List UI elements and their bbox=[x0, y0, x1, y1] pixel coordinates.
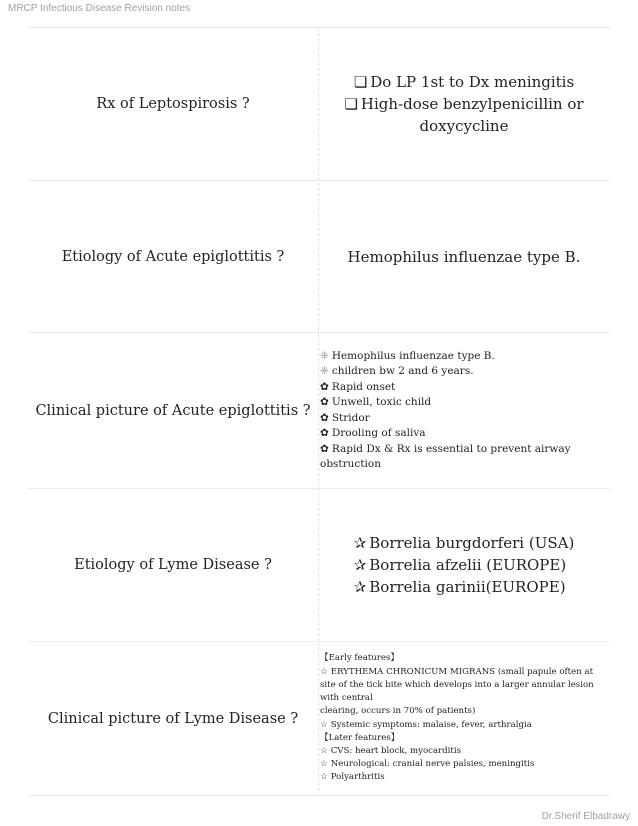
snowflake-bullet-icon: ❈ bbox=[320, 349, 329, 362]
star-outline-bullet-icon: ☆ bbox=[320, 745, 328, 756]
star-outline-bullet-icon: ☆ bbox=[320, 719, 328, 730]
star-bullet-icon: ✰ bbox=[353, 534, 367, 552]
answer-line: ✰ Borrelia burgdorferi (USA) bbox=[353, 534, 575, 552]
answer-line: ✿ Unwell, toxic child bbox=[320, 396, 432, 408]
flashcard-row bbox=[28, 181, 610, 333]
flashcard-row bbox=[28, 642, 610, 796]
flashcard-row bbox=[28, 28, 610, 181]
flower-bullet-icon: ✿ bbox=[320, 411, 329, 424]
star-outline-bullet-icon: ☆ bbox=[320, 666, 328, 677]
answer-line: ✰ Borrelia garinii(EUROPE) bbox=[353, 578, 566, 596]
answer-line: ❏ High-dose benzylpenicillin or doxycycline bbox=[344, 95, 584, 135]
answer-line: ❏ Do LP 1st to Dx meningitis bbox=[353, 73, 575, 91]
answer-line: ☆ CVS: heart block, myocarditis bbox=[320, 745, 462, 756]
answer-line: ✿ Stridor bbox=[320, 411, 370, 424]
answer-text: Hemophilus influenzae type B. bbox=[347, 247, 581, 266]
answer-line: ☆ Neurological: cranial nerve palsies, meningitis bbox=[320, 759, 535, 770]
star-bullet-icon: ✰ bbox=[353, 556, 367, 574]
checkbox-bullet-icon: ❏ bbox=[353, 73, 368, 91]
flower-bullet-icon: ✿ bbox=[320, 396, 329, 408]
card-answer bbox=[318, 181, 610, 332]
card-question: Etiology of Lyme Disease ? bbox=[74, 557, 272, 573]
section-heading: 【Later features】 bbox=[320, 732, 400, 743]
flower-bullet-icon: ✿ bbox=[320, 380, 329, 393]
snowflake-bullet-icon: ❈ bbox=[320, 365, 329, 377]
answer-line: ☆ ERYTHEMA CHRONICUM MIGRANS (small papule often at site of the tick bite which develops into a larger annular lesion with central bbox=[320, 666, 594, 704]
flower-bullet-icon: ✿ bbox=[320, 427, 329, 439]
card-question: Clinical picture of Lyme Disease ? bbox=[47, 710, 299, 727]
document-footer: Dr.Sherif Elbadrawy bbox=[541, 811, 630, 822]
section-heading: 【Early features】 bbox=[320, 653, 400, 664]
answer-line: clearing, occurs in 70% of patients) bbox=[320, 706, 476, 717]
flashcard-row bbox=[28, 489, 610, 642]
answer-line: ❈ children bw 2 and 6 years. bbox=[320, 365, 474, 377]
answer-line: ☆ Systemic symptoms: malaise, fever, arthralgia bbox=[320, 719, 532, 730]
answer-line: ❈ Hemophilus influenzae type B. bbox=[320, 349, 495, 362]
star-bullet-icon: ✰ bbox=[353, 578, 367, 596]
document-header: MRCP Infectious Disease Revision notes bbox=[8, 3, 191, 14]
answer-line: ✿ Drooling of saliva bbox=[320, 427, 426, 439]
card-answer bbox=[318, 489, 610, 641]
card-answer bbox=[318, 333, 610, 488]
card-question: Etiology of Acute epiglottitis ? bbox=[61, 248, 285, 265]
answer-line: ☆ Polyarthritis bbox=[320, 772, 385, 783]
card-question: Rx of Leptospirosis ? bbox=[96, 96, 250, 112]
card-answer bbox=[318, 642, 610, 795]
checkbox-bullet-icon: ❏ bbox=[344, 95, 358, 113]
star-outline-bullet-icon: ☆ bbox=[320, 772, 328, 783]
star-outline-bullet-icon: ☆ bbox=[320, 759, 328, 770]
card-answer bbox=[318, 28, 610, 180]
flower-bullet-icon: ✿ bbox=[320, 442, 329, 455]
answer-line: ✿ Rapid onset bbox=[320, 380, 396, 393]
flashcard-row bbox=[28, 333, 610, 489]
answer-line: ✿ Rapid Dx & Rx is essential to prevent airway obstruction bbox=[320, 442, 571, 470]
card-question: Clinical picture of Acute epiglottitis ? bbox=[35, 402, 311, 419]
answer-line: ✰ Borrelia afzelii (EUROPE) bbox=[353, 556, 567, 574]
